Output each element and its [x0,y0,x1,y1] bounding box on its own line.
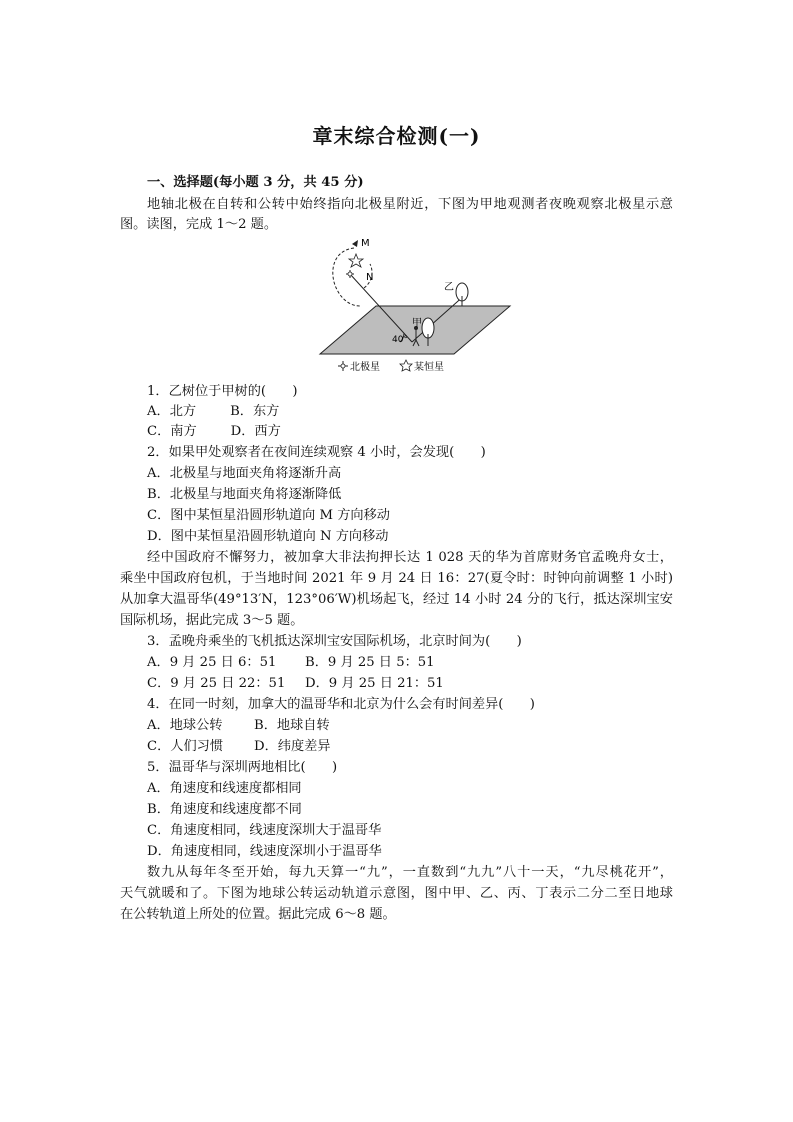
q5-stem: 5．温哥华与深圳两地相比( ) [147,760,338,775]
q1-option-b[interactable]: B．东方 [230,404,280,419]
q5-option-b[interactable]: B．角速度和线速度都不同 [147,802,302,817]
legend-polaris-icon [338,361,348,371]
label-n: N [366,272,374,283]
q5-option-c[interactable]: C．角速度相同，线速度深圳大于温哥华 [147,823,382,838]
intro-3-line-3: 在公转轨道上所处的位置。据此完成 6～8 题。 [120,907,396,922]
label-angle: 40° [392,335,408,345]
intro-2-line-1: 经中国政府不懈努力，被加拿大非法拘押长达 1 028 天的华为首席财务官孟晚舟女士， [147,550,673,565]
legend-star-label: 某恒星 [414,362,444,373]
q4-options-row1 [147,716,677,736]
q4-option-b[interactable]: B．地球自转 [254,718,330,733]
tree-yi-icon [456,283,468,306]
q2-option-a[interactable]: A．北极星与地面夹角将逐渐升高 [147,466,342,481]
q2-option-d[interactable]: D．图中某恒星沿圆形轨道向 N 方向移动 [147,529,389,544]
q5-option-d[interactable]: D．角速度相同，线速度深圳小于温哥华 [147,844,382,859]
label-yi: 乙 [444,282,454,293]
q3-option-a[interactable]: A．9 月 25 日 6：51 [147,655,277,670]
legend-star-icon [400,360,412,371]
q1-option-a[interactable]: A．北方 [147,404,197,419]
q3-stem: 3．孟晚舟乘坐的飞机抵达深圳宝安国际机场，北京时间为( ) [147,634,522,649]
label-jia: 甲 [412,318,422,329]
q4-options-row2 [147,737,677,757]
intro-3-line-1: 数九从每年冬至开始，每九天算一“九”，一直数到“九九”八十一天，“九尽桃花开”， [147,865,673,880]
legend-polaris-label: 北极星 [350,362,380,373]
q2-option-c[interactable]: C．图中某恒星沿圆形轨道向 M 方向移动 [147,508,390,523]
q3-option-d[interactable]: D．9 月 25 日 21：51 [305,676,444,691]
q2-stem: 2．如果甲处观察者在夜间连续观察 4 小时，会发现( ) [147,445,486,460]
intro-1-line-1: 地轴北极在自转和公转中始终指向北极星附近，下图为甲地观测者夜晚观察北极星示意 [147,197,673,212]
intro-3-line-2: 天气就暖和了。下图为地球公转运动轨道示意图，图中甲、乙、丙、丁表示二分二至日地球 [120,886,673,901]
q1-stem: 1．乙树位于甲树的( ) [147,384,298,399]
q4-option-a[interactable]: A．地球公转 [147,718,223,733]
q2-option-b[interactable]: B．北极星与地面夹角将逐渐降低 [147,487,342,502]
intro-2-line-4: 国际机场，据此完成 3～5 题。 [120,613,304,628]
q3-options-row2 [147,674,677,694]
label-m: M [361,238,370,249]
intro-2-line-2: 乘坐中国政府包机，于当地时间 2021 年 9 月 24 日 16：27(夏令时：时钟向前调整 1 小时) [120,571,673,586]
intro-2-line-3: 从加拿大温哥华(49°13′N，123°06′W)机场起飞，经过 14 小时 24 分的飞行，抵达深圳宝安 [120,592,673,607]
q3-option-c[interactable]: C．9 月 25 日 22：51 [147,676,286,691]
page-title: 章末综合检测(一) [312,124,481,148]
q3-option-b[interactable]: B．9 月 25 日 5：51 [305,655,435,670]
polaris-observation-figure [316,236,516,376]
q1-options-row1 [147,402,677,422]
q1-option-c[interactable]: C．南方 [147,424,197,439]
section-heading: 一、选择题(每小题 3 分，共 45 分) [147,175,364,190]
star-icon [349,254,363,267]
q1-options-row2 [147,422,677,442]
intro-1-line-2: 图。读图，完成 1～2 题。 [120,217,278,232]
q4-option-d[interactable]: D．纬度差异 [254,739,331,754]
q4-stem: 4．在同一时刻，加拿大的温哥华和北京为什么会有时间差异( ) [147,697,535,712]
q1-option-d[interactable]: D．西方 [230,424,281,439]
q4-option-c[interactable]: C．人们习惯 [147,739,224,754]
q3-options-row1 [147,653,677,673]
q5-option-a[interactable]: A．角速度和线速度都相同 [147,781,302,796]
